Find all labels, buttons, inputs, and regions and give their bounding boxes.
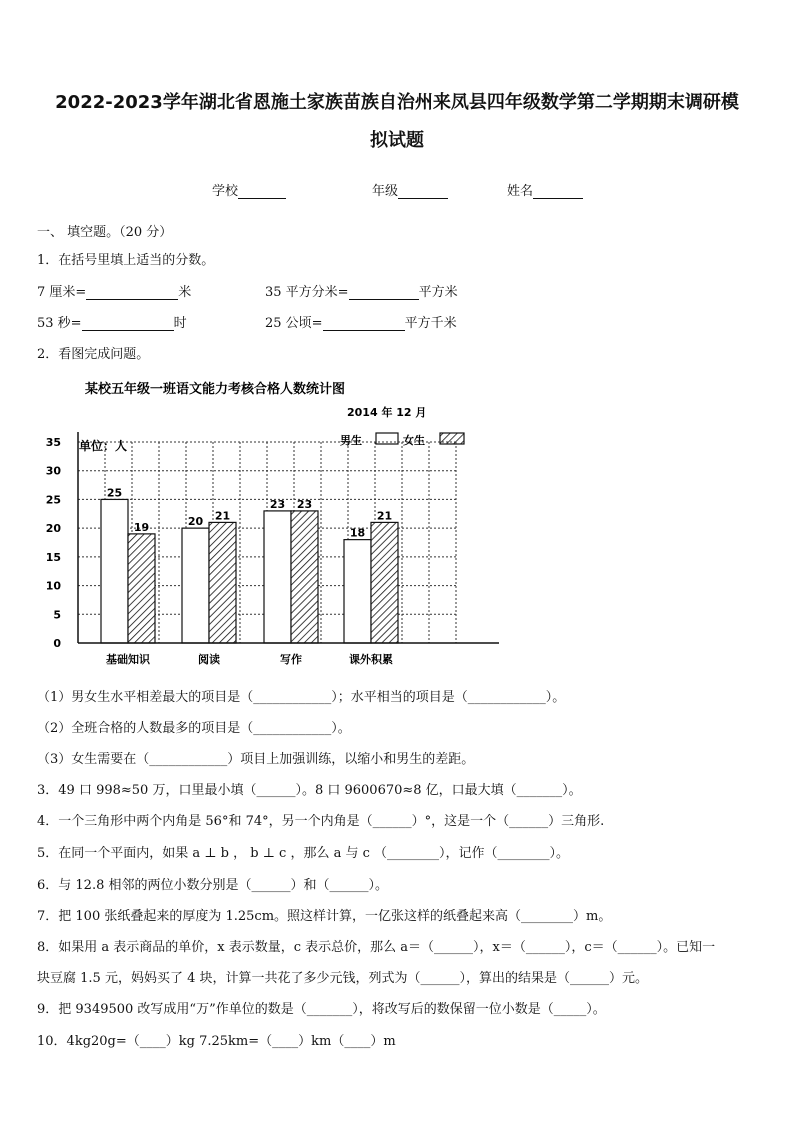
question-9: 9．把 9349500 改写成用“万”作单位的数是（_______），将改写后的数保留一位小数是（_____）。 — [37, 1002, 606, 1017]
y-tick-label: 10 — [45, 579, 61, 593]
y-tick-label: 15 — [45, 550, 61, 564]
q1-item-cm: 7 厘米= 米 — [37, 285, 192, 300]
section-heading: 一、 填空题。（20 分） — [37, 225, 173, 240]
bar-value-label: 21 — [214, 509, 231, 523]
legend-label: 女生 — [403, 434, 425, 447]
question-2-sub-3: （3）女生需要在（____________）项目上加强训练，以缩小和男生的差距。 — [37, 752, 475, 767]
bar-value-label: 25 — [106, 486, 123, 500]
chart-subtitle: 2014 年 12 月 — [347, 406, 427, 419]
x-tick-label: 写作 — [280, 653, 302, 666]
legend — [340, 433, 464, 447]
y-axis-ticks — [46, 436, 62, 650]
bar-value-label: 18 — [349, 526, 366, 540]
y-tick-label: 5 — [53, 608, 61, 622]
question-7: 7．把 100 张纸叠起来的厚度为 1.25cm。照这样计算，一亿张这样的纸叠起来高（________）m。 — [37, 909, 612, 924]
name-field[interactable]: 姓名 — [507, 180, 583, 199]
bar — [128, 534, 155, 643]
y-tick-label: 30 — [45, 464, 61, 478]
question-6: 6．与 12.8 相邻的两位小数分别是（______）和（______）。 — [37, 878, 388, 893]
bar-value-label: 23 — [296, 497, 313, 511]
y-tick-label: 25 — [45, 493, 61, 507]
bar-value-label: 20 — [187, 515, 204, 529]
question-2-sub-2: （2）全班合格的人数最多的项目是（____________）。 — [37, 721, 351, 736]
school-field[interactable]: 学校 — [212, 180, 286, 199]
y-tick-label: 20 — [45, 522, 61, 536]
q1-item-dm2: 35 平方分米= 平方米 — [265, 285, 458, 300]
title-line-2: 拟试题 — [370, 130, 424, 151]
x-tick-label: 基础知识 — [106, 653, 150, 666]
question-2-stem: 2．看图完成问题。 — [37, 347, 150, 362]
grade-field[interactable]: 年级 — [372, 180, 448, 199]
y-tick-label: 35 — [45, 436, 61, 449]
title-line-1: 2022-2023学年湖北省恩施土家族苗族自治州来凤县四年级数学第二学期期末调研模 — [55, 92, 739, 113]
bar-value-label: 23 — [269, 497, 286, 511]
bar-chart — [37, 372, 507, 672]
answer-blank[interactable] — [86, 285, 178, 300]
question-1-row-b — [37, 312, 477, 330]
answer-blank[interactable] — [349, 285, 419, 300]
question-5: 5．在同一个平面内，如果 a ⊥ b ， b ⊥ c ，那么 a 与 c （________），记作（________）。 — [37, 846, 570, 861]
bar — [291, 511, 318, 643]
bar-value-labels — [107, 486, 392, 539]
bar — [371, 522, 398, 643]
question-10: 10．4kg20g=（____）kg 7.25km=（____）km（____）m — [37, 1034, 396, 1049]
question-8-line-2: 块豆腐 1.5 元，妈妈买了 4 块，计算一共花了多少元钱，列式为（______），算出的结果是（______）元。 — [37, 971, 648, 986]
question-1-stem: 1．在括号里填上适当的分数。 — [37, 253, 215, 268]
question-2-sub-1: （1）男女生水平相差最大的项目是（____________）；水平相当的项目是（____________）。 — [37, 690, 566, 705]
student-info — [0, 180, 794, 200]
page-title — [30, 84, 764, 160]
q1-item-ha: 25 公顷= 平方千米 — [265, 316, 457, 331]
question-1-row-a — [37, 281, 477, 299]
chart-title: 某校五年级一班语文能力考核合格人数统计图 — [85, 382, 346, 397]
question-3: 3．49 口 998≈50 万，口里最小填（______）。8 口 9600670≈8 亿，口最大填（_______）。 — [37, 783, 582, 798]
bar — [264, 511, 291, 643]
bar — [344, 540, 371, 643]
question-8-line-1: 8．如果用 a 表示商品的单价，x 表示数量，c 表示总价，那么 a＝（______），x＝（______），c＝（______）。已知一 — [37, 940, 716, 955]
answer-blank[interactable] — [82, 316, 174, 331]
answer-blank[interactable] — [323, 316, 405, 331]
bar-value-label: 19 — [133, 520, 150, 534]
bar — [182, 528, 209, 643]
legend-label: 男生 — [340, 434, 362, 447]
q1-item-sec: 53 秒= 时 — [37, 316, 187, 331]
unit-label: 单位：人 — [79, 439, 128, 453]
bar — [101, 499, 128, 643]
y-tick-label: 0 — [53, 637, 61, 650]
x-axis-labels — [106, 652, 393, 666]
x-tick-label: 课外积累 — [349, 653, 393, 666]
bar — [209, 522, 236, 643]
question-4: 4．一个三角形中两个内角是 56°和 74°，另一个内角是（______）°，这是一个（______）三角形. — [37, 814, 605, 829]
bar-value-label: 21 — [376, 509, 393, 523]
x-tick-label: 阅读 — [198, 653, 220, 666]
